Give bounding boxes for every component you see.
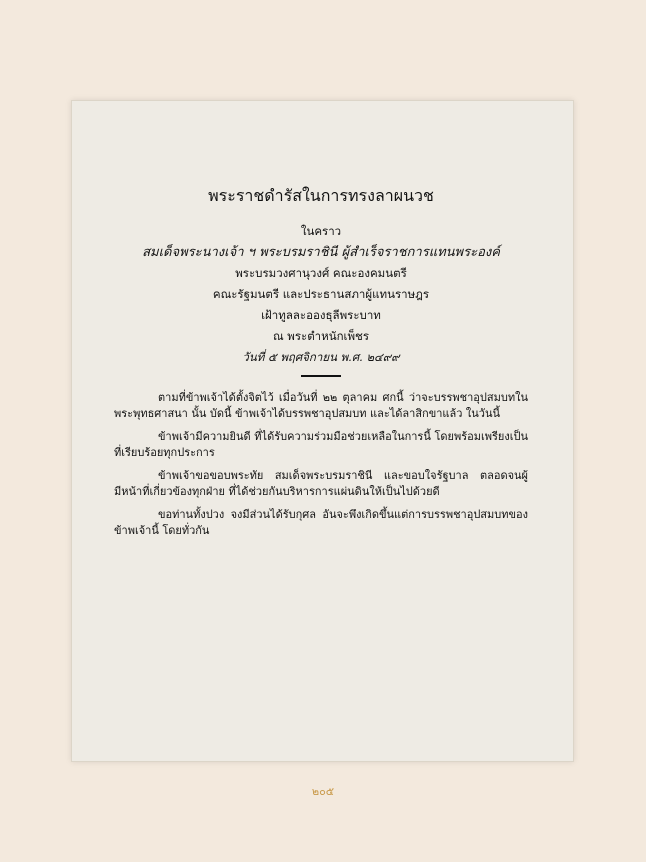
paragraph: ข้าพเจ้ามีความยินดี ที่ได้รับความร่วมมือช่วยเหลือในการนี้ โดยพร้อมเพรียงเป็นที่เรียบร้อยทุกประการ — [114, 430, 528, 459]
header-line-occasion: ในคราว — [300, 224, 342, 238]
paragraph: ข้าพเจ้าขอขอบพระทัย สมเด็จพระบรมราชินี และขอบใจรัฐบาล ตลอดจนผู้มีหน้าที่เกี่ยวข้องทุกฝ่าย ที่ได้ช่วยกันบริหารการแผ่นดินให้เป็นไปด้วยดี — [114, 469, 528, 498]
paragraph: ตามที่ข้าพเจ้าได้ตั้งจิตไว้ เมื่อวันที่ ๒๒ ตุลาคม ศกนี้ ว่าจะบรรพชาอุปสมบทในพระพุทธศาสนา นั้น บัดนี้ ข้าพเจ้าได้บรรพชาอุปสมบท และได้ลาสิกขาแล้ว ในวันนี้ — [114, 391, 528, 420]
paragraph: ขอท่านทั้งปวง จงมีส่วนได้รับกุศล อันจะพึงเกิดขึ้นแต่การบรรพชาอุปสมบทของข้าพเจ้านี้ โดยทั่วกัน — [114, 508, 528, 537]
header-line-audience: เฝ้าทูลละอองธุลีพระบาท — [261, 308, 381, 322]
header-line-royal-family: พระบรมวงศานุวงศ์ คณะองคมนตรี — [235, 266, 407, 280]
page-number: ๒๐๕ — [311, 785, 335, 798]
document-content — [114, 185, 528, 546]
header-line-date: วันที่ ๕ พฤศจิกายน พ.ศ. ๒๔๙๙ — [242, 350, 400, 364]
header-line-queen: สมเด็จพระนางเจ้า ฯ พระบรมราชินี ผู้สำเร็จราชการแทนพระองค์ — [142, 245, 500, 260]
document-page — [71, 100, 574, 762]
header-line-place: ณ พระตำหนักเพ็ชร — [272, 329, 370, 343]
divider-rule — [301, 375, 341, 377]
document-title: พระราชดำรัสในการทรงลาผนวช — [208, 186, 434, 205]
header-line-cabinet: คณะรัฐมนตรี และประธานสภาผู้แทนราษฎร — [212, 287, 430, 301]
